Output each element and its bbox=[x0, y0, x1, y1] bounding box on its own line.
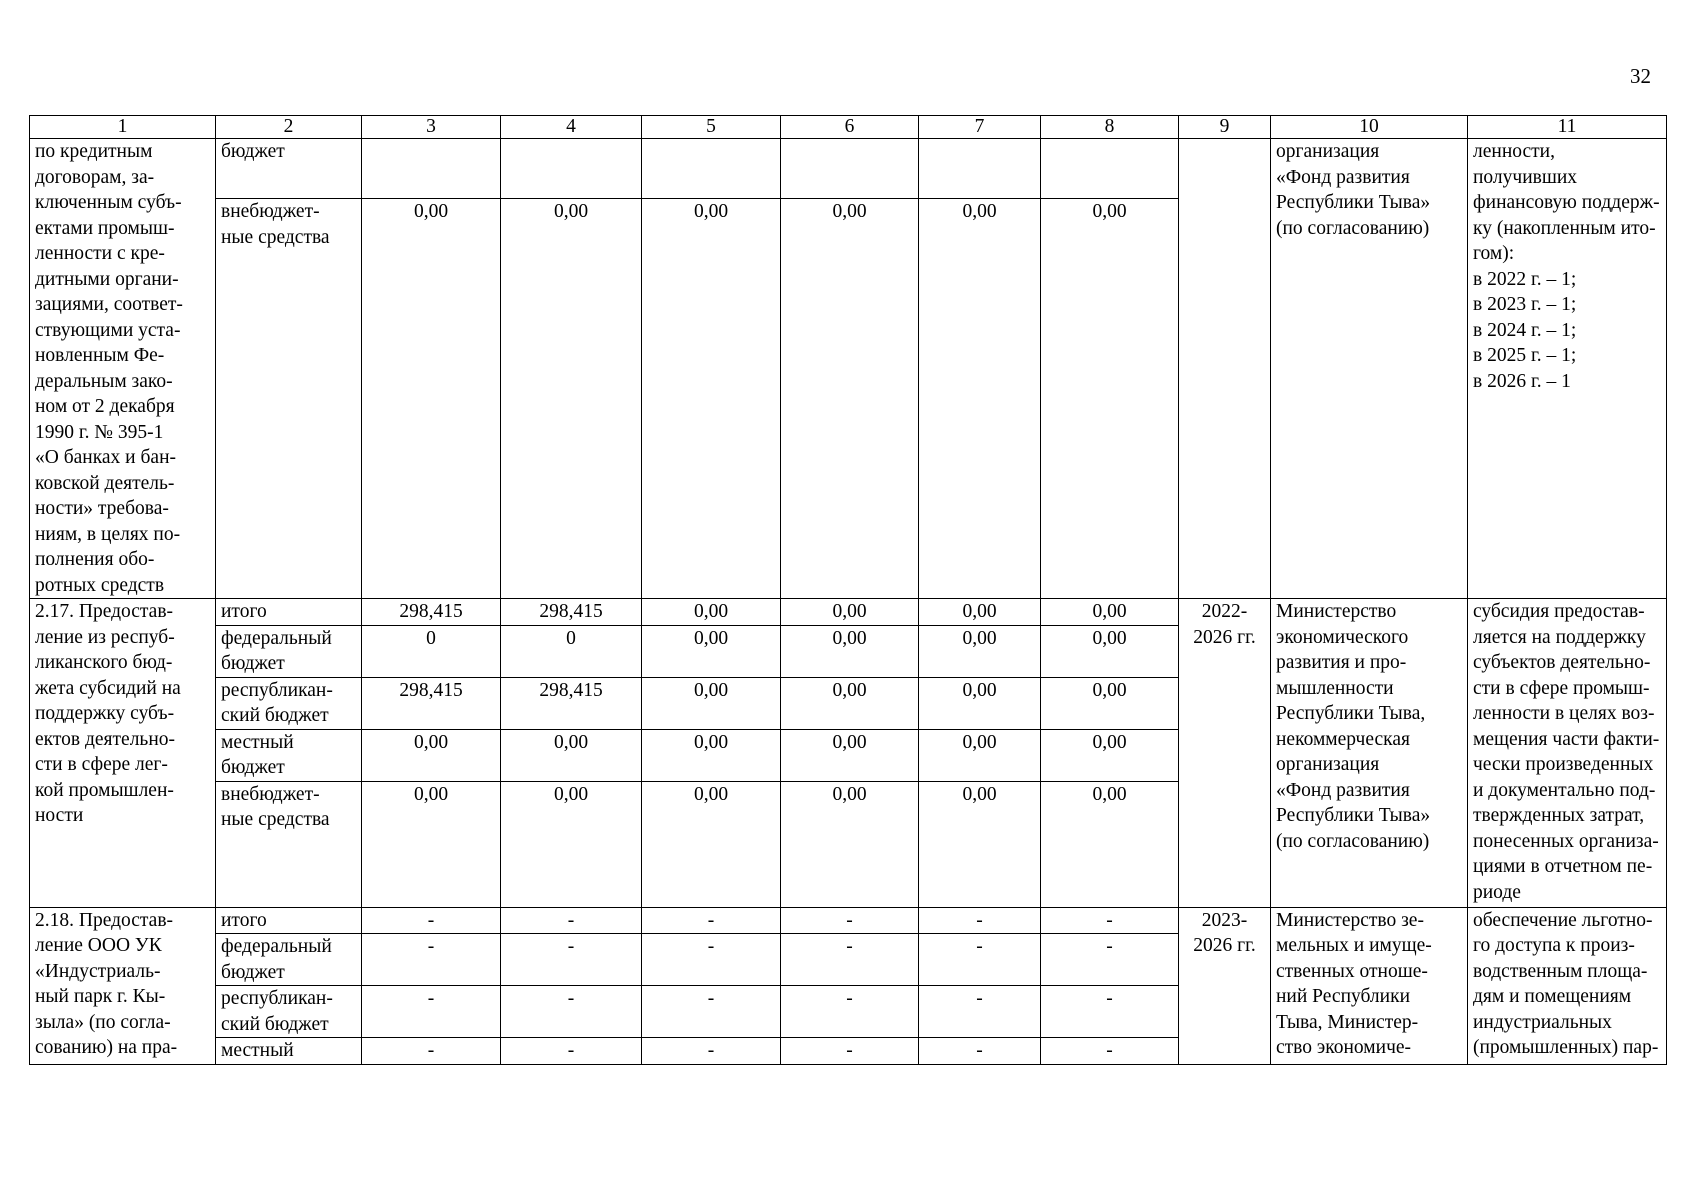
value-cell: - bbox=[362, 934, 501, 986]
value-cell: 0,00 bbox=[642, 677, 781, 729]
value-cell: 0 bbox=[362, 625, 501, 677]
col-header: 10 bbox=[1271, 116, 1468, 139]
value-cell: 298,415 bbox=[362, 677, 501, 729]
funding-source: внебюджет- ные средства bbox=[216, 199, 362, 599]
table-row bbox=[30, 907, 1667, 934]
col-header: 4 bbox=[501, 116, 642, 139]
value-cell: 0,00 bbox=[1041, 729, 1179, 781]
executor-cell: Министерство зе- мельных и имуще- ственных отноше- ний Республики Тыва, Министер- ство экономиче- bbox=[1271, 907, 1468, 1064]
result-cell: субсидия предостав- ляется на поддержку субъектов деятельно- сти в сфере промыш- ленности в целях воз- мещения части факти- чески произведенных и документально под- твержденных затрат, понесенных организа- циями в отчетном пе- риоде bbox=[1468, 599, 1667, 908]
col-header: 9 bbox=[1179, 116, 1271, 139]
value-cell: 0,00 bbox=[1041, 199, 1179, 599]
period-cell bbox=[1179, 139, 1271, 599]
value-cell: 0,00 bbox=[781, 625, 919, 677]
value-cell: 0,00 bbox=[642, 729, 781, 781]
measure-name: по кредитным договорам, за- ключенным субъ- ектами промыш- ленности с кре- дитными органи- зациями, соответ- ствующими уста- новленным Фе- деральным зако- ном от 2 декабря 1990 г. № 395-1 «О банках и бан- ковской деятель- ности» требова- ниям, в целях по- полнения обо- ротных средств bbox=[30, 139, 216, 599]
funding-source: местный бюджет bbox=[216, 729, 362, 781]
value-cell bbox=[362, 139, 501, 199]
value-cell: 0,00 bbox=[642, 599, 781, 626]
value-cell: - bbox=[501, 934, 642, 986]
funding-source: федеральный бюджет bbox=[216, 625, 362, 677]
value-cell: - bbox=[919, 1038, 1041, 1065]
value-cell bbox=[501, 139, 642, 199]
value-cell: 0,00 bbox=[781, 677, 919, 729]
col-header: 7 bbox=[919, 116, 1041, 139]
value-cell: - bbox=[1041, 934, 1179, 986]
value-cell: - bbox=[362, 1038, 501, 1065]
funding-source: республикан- ский бюджет bbox=[216, 677, 362, 729]
value-cell: 0,00 bbox=[642, 199, 781, 599]
value-cell bbox=[1041, 139, 1179, 199]
value-cell bbox=[919, 139, 1041, 199]
value-cell: - bbox=[642, 1038, 781, 1065]
funding-source: федеральный бюджет bbox=[216, 934, 362, 986]
col-header: 1 bbox=[30, 116, 216, 139]
value-cell: - bbox=[362, 986, 501, 1038]
value-cell: - bbox=[642, 986, 781, 1038]
measure-name: 2.17. Предостав- ление из респуб- ликанского бюд- жета субсидий на поддержку субъ- ектов деятельно- сти в сфере лег- кой промышлен- ности bbox=[30, 599, 216, 908]
measure-name: 2.18. Предостав- ление ООО УК «Индустриаль- ный парк г. Кы- зыла» (по согла- сованию) на пра- bbox=[30, 907, 216, 1064]
value-cell: - bbox=[919, 907, 1041, 934]
value-cell: 0,00 bbox=[501, 199, 642, 599]
period-cell: 2022- 2026 гг. bbox=[1179, 599, 1271, 908]
value-cell: - bbox=[781, 986, 919, 1038]
value-cell: 298,415 bbox=[362, 599, 501, 626]
value-cell: - bbox=[781, 907, 919, 934]
col-header: 5 bbox=[642, 116, 781, 139]
value-cell: 0,00 bbox=[919, 199, 1041, 599]
funding-source: республикан- ский бюджет bbox=[216, 986, 362, 1038]
program-table bbox=[29, 115, 1667, 1065]
value-cell: 0,00 bbox=[919, 599, 1041, 626]
value-cell: 0,00 bbox=[781, 599, 919, 626]
value-cell: 298,415 bbox=[501, 599, 642, 626]
value-cell: 0,00 bbox=[919, 677, 1041, 729]
value-cell: 0 bbox=[501, 625, 642, 677]
value-cell: 0,00 bbox=[781, 781, 919, 907]
value-cell: 0,00 bbox=[1041, 781, 1179, 907]
funding-source: местный bbox=[216, 1038, 362, 1065]
value-cell: - bbox=[362, 907, 501, 934]
col-header: 8 bbox=[1041, 116, 1179, 139]
value-cell: 0,00 bbox=[642, 625, 781, 677]
value-cell: - bbox=[1041, 907, 1179, 934]
executor-cell: Министерство экономического развития и про- мышленности Республики Тыва, некоммерческая организация «Фонд развития Республики Тыва» (по согласованию) bbox=[1271, 599, 1468, 908]
col-header: 2 bbox=[216, 116, 362, 139]
col-header: 11 bbox=[1468, 116, 1667, 139]
col-header: 3 bbox=[362, 116, 501, 139]
table-row bbox=[30, 599, 1667, 626]
funding-source: итого bbox=[216, 907, 362, 934]
value-cell: 0,00 bbox=[501, 729, 642, 781]
value-cell: 0,00 bbox=[919, 781, 1041, 907]
funding-source: бюджет bbox=[216, 139, 362, 199]
value-cell: - bbox=[781, 1038, 919, 1065]
value-cell: 0,00 bbox=[362, 729, 501, 781]
value-cell: 0,00 bbox=[781, 729, 919, 781]
table-row bbox=[30, 139, 1667, 199]
value-cell: 0,00 bbox=[362, 199, 501, 599]
col-header: 6 bbox=[781, 116, 919, 139]
funding-source: итого bbox=[216, 599, 362, 626]
value-cell: 0,00 bbox=[501, 781, 642, 907]
value-cell: 0,00 bbox=[919, 729, 1041, 781]
header-row bbox=[30, 116, 1667, 139]
value-cell: 0,00 bbox=[1041, 677, 1179, 729]
page-number: 32 bbox=[1630, 64, 1651, 88]
value-cell: 0,00 bbox=[1041, 625, 1179, 677]
value-cell bbox=[642, 139, 781, 199]
period-cell: 2023- 2026 гг. bbox=[1179, 907, 1271, 1064]
value-cell: - bbox=[501, 907, 642, 934]
value-cell: 0,00 bbox=[1041, 599, 1179, 626]
value-cell: - bbox=[642, 907, 781, 934]
value-cell: - bbox=[781, 934, 919, 986]
value-cell: - bbox=[642, 934, 781, 986]
value-cell: - bbox=[1041, 1038, 1179, 1065]
executor-cell: организация «Фонд развития Республики Тыва» (по согласованию) bbox=[1271, 139, 1468, 599]
funding-source: внебюджет- ные средства bbox=[216, 781, 362, 907]
value-cell bbox=[781, 139, 919, 199]
value-cell: 0,00 bbox=[362, 781, 501, 907]
result-cell: ленности, получивших финансовую поддерж- ку (накопленным ито- гом): в 2022 г. – 1; в 2023 г. – 1; в 2024 г. – 1; в 2025 г. – 1; в 2026 г. – 1 bbox=[1468, 139, 1667, 599]
value-cell: - bbox=[1041, 986, 1179, 1038]
value-cell: - bbox=[501, 1038, 642, 1065]
value-cell: 0,00 bbox=[781, 199, 919, 599]
value-cell: 298,415 bbox=[501, 677, 642, 729]
result-cell: обеспечение льготно- го доступа к произ- водственным площа- дям и помещениям индустриальных (промышленных) пар- bbox=[1468, 907, 1667, 1064]
value-cell: - bbox=[501, 986, 642, 1038]
value-cell: - bbox=[919, 934, 1041, 986]
value-cell: 0,00 bbox=[919, 625, 1041, 677]
value-cell: - bbox=[919, 986, 1041, 1038]
value-cell: 0,00 bbox=[642, 781, 781, 907]
